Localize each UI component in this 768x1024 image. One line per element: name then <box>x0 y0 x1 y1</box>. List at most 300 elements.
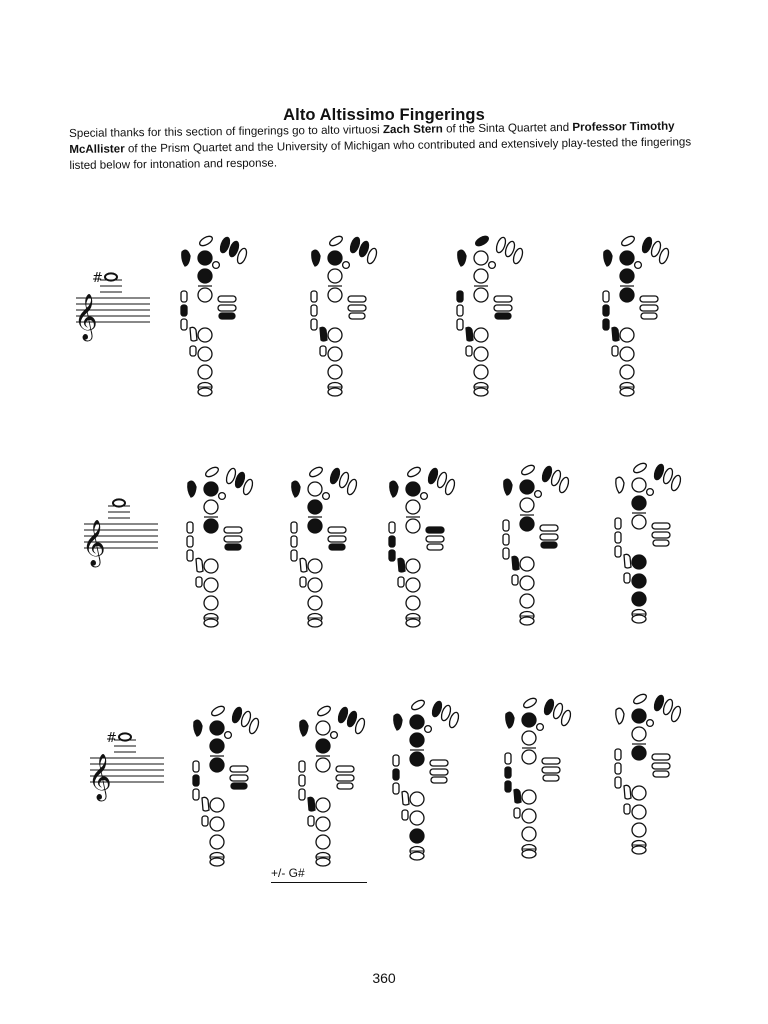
key-lh1-closed <box>522 713 536 727</box>
key-side-e-open <box>503 520 509 531</box>
key-low-b-open <box>543 775 559 781</box>
key-rh1-open <box>316 798 330 812</box>
key-low-b-open <box>337 783 353 789</box>
key-low-bb-closed <box>320 327 327 341</box>
fingering-keys <box>389 465 456 627</box>
key-low-c-open <box>520 617 534 625</box>
key-lh1-closed <box>410 715 424 729</box>
key-low-c-open <box>316 858 330 866</box>
key-rh3-open <box>522 827 536 841</box>
key-side-fs-open <box>300 577 306 587</box>
key-low-cs-open <box>336 775 354 781</box>
key-lh1-closed <box>198 251 212 265</box>
key-side-e-open <box>193 761 199 772</box>
key-side-fs-open <box>190 346 196 356</box>
key-low-b-open <box>653 771 669 777</box>
key-rh2-open <box>632 805 646 819</box>
key-low-bb-open <box>300 558 307 572</box>
key-bis-open <box>343 262 350 269</box>
key-palm-f-open <box>198 234 214 247</box>
key-low-c-open <box>620 388 634 396</box>
key-bis-open <box>425 726 432 733</box>
fingering-keys <box>603 234 670 396</box>
key-lh3-closed <box>620 288 634 302</box>
key-low-bb-closed <box>514 789 521 803</box>
key-oct-open <box>616 708 624 724</box>
sharp-sign: # <box>92 271 103 286</box>
key-lh2-open <box>522 731 536 745</box>
key-low-bb-closed <box>466 327 473 341</box>
key-low-c-open <box>632 846 646 854</box>
treble-clef-icon: 𝄞 <box>74 294 98 340</box>
key-rh2-open <box>620 347 634 361</box>
page-title: Alto Altissimo Fingerings <box>283 106 485 124</box>
key-oct-closed <box>504 479 512 495</box>
fingering-chart <box>182 463 262 627</box>
key-rh1-open <box>406 559 420 573</box>
key-side-fs-open <box>402 810 408 820</box>
intro-text-1: Special thanks for this section of fingerings go to alto virtuosi <box>69 123 383 140</box>
key-rh3-open <box>328 365 342 379</box>
intro-paragraph <box>69 118 715 174</box>
key-low-c-open <box>328 388 342 396</box>
key-low-bb-open <box>624 554 631 568</box>
key-rh3-open <box>308 596 322 610</box>
key-g-sharp-open <box>494 296 512 302</box>
key-g-sharp-open <box>540 525 558 531</box>
key-rh3-open <box>316 835 330 849</box>
key-side-e-open <box>393 755 399 766</box>
key-low-b-closed <box>225 544 241 550</box>
fingering-chart <box>452 232 532 396</box>
key-bis-open <box>535 491 542 498</box>
key-oct-closed <box>182 250 190 266</box>
key-lh3-closed <box>410 752 424 766</box>
key-lh2-closed <box>620 269 634 283</box>
key-side-bb-open <box>311 319 317 330</box>
key-palm-f-closed <box>474 234 490 247</box>
key-lh2-open <box>204 500 218 514</box>
key-side-e-open <box>291 522 297 533</box>
key-low-cs-open <box>640 305 658 311</box>
fingering-keys <box>505 696 572 858</box>
key-side-c-open <box>187 536 193 547</box>
key-low-c-open <box>204 619 218 627</box>
key-bis-open <box>225 732 232 739</box>
key-rh3-open <box>520 594 534 608</box>
key-side-bb-closed <box>505 781 511 792</box>
key-rh2-open <box>316 817 330 831</box>
fingering-keys <box>299 704 366 866</box>
key-side-c-closed <box>181 305 187 316</box>
key-palm-f-open <box>632 461 648 474</box>
key-g-sharp-open <box>230 766 248 772</box>
key-lh2-closed <box>210 739 224 753</box>
key-g-sharp-open <box>218 296 236 302</box>
key-low-b-closed <box>495 313 511 319</box>
key-side-fs-open <box>612 346 618 356</box>
whole-note <box>113 499 125 506</box>
annotation-g-sharp: +/- G# <box>271 866 305 880</box>
key-low-b-closed <box>231 783 247 789</box>
key-g-sharp-open <box>542 758 560 764</box>
key-side-e-open <box>389 522 395 533</box>
key-low-cs-open <box>218 305 236 311</box>
key-palm-f-open <box>316 704 332 717</box>
key-rh1-open <box>520 557 534 571</box>
key-side-c-open <box>457 305 463 316</box>
key-low-cs-open <box>540 534 558 540</box>
key-lh1-closed <box>620 251 634 265</box>
key-rh1-open <box>620 328 634 342</box>
key-lh3-closed <box>210 758 224 772</box>
fingering-keys <box>181 234 248 396</box>
key-side-bb-open <box>615 546 621 557</box>
key-rh2-closed <box>632 574 646 588</box>
key-palm-f-open <box>410 698 426 711</box>
key-oct-closed <box>458 250 466 266</box>
key-low-c-open <box>522 850 536 858</box>
key-rh2-open <box>328 347 342 361</box>
fingering-chart <box>500 694 580 858</box>
key-rh1-open <box>210 798 224 812</box>
key-palm-f-open <box>620 234 636 247</box>
key-palm-f-open <box>406 465 422 478</box>
key-lh1-open <box>308 482 322 496</box>
key-g-sharp-open <box>430 760 448 766</box>
key-bis-open <box>647 489 654 496</box>
key-oct-closed <box>394 714 402 730</box>
key-side-bb-open <box>187 550 193 561</box>
key-lh2-open <box>474 269 488 283</box>
key-lh3-closed <box>520 517 534 531</box>
key-lh2-open <box>406 500 420 514</box>
key-side-c-open <box>615 763 621 774</box>
key-side-fs-open <box>514 808 520 818</box>
key-g-sharp-open <box>336 766 354 772</box>
fingering-chart <box>388 696 468 860</box>
key-rh3-open <box>620 365 634 379</box>
key-palm-f-open <box>522 696 538 709</box>
fingering-keys <box>193 704 260 866</box>
key-side-e-open <box>603 291 609 302</box>
key-low-c-open <box>406 619 420 627</box>
key-low-b-open <box>349 313 365 319</box>
key-low-b-open <box>653 540 669 546</box>
music-staff <box>88 731 164 802</box>
key-lh1-closed <box>406 482 420 496</box>
key-side-e-open <box>505 753 511 764</box>
key-low-cs-open <box>542 767 560 773</box>
key-low-bb-open <box>624 785 631 799</box>
key-oct-closed <box>194 720 202 736</box>
key-lh3-closed <box>308 519 322 533</box>
key-low-cs-open <box>426 536 444 542</box>
key-side-c-closed <box>603 305 609 316</box>
key-lh2-closed <box>316 739 330 753</box>
key-side-e-open <box>181 291 187 302</box>
key-low-bb-closed <box>612 327 619 341</box>
key-rh1-open <box>632 786 646 800</box>
key-side-c-open <box>291 536 297 547</box>
fingering-keys <box>615 461 682 623</box>
key-low-b-closed <box>219 313 235 319</box>
key-low-cs-open <box>230 775 248 781</box>
key-lh1-closed <box>328 251 342 265</box>
fingering-chart <box>286 463 366 627</box>
treble-clef-icon: 𝄞 <box>88 754 112 800</box>
fingering-chart <box>294 702 374 866</box>
key-low-b-open <box>427 544 443 550</box>
key-lh3-open <box>406 519 420 533</box>
key-lh3-open <box>328 288 342 302</box>
key-side-e-open <box>311 291 317 302</box>
key-side-fs-open <box>196 577 202 587</box>
key-palm-f-open <box>210 704 226 717</box>
key-lh3-closed <box>204 519 218 533</box>
fingering-keys <box>187 465 254 627</box>
intro-name-stern: Zach Stern <box>382 122 443 137</box>
key-low-c-open <box>308 619 322 627</box>
key-low-cs-open <box>652 532 670 538</box>
key-side-fs-open <box>308 816 314 826</box>
fingering-chart <box>384 463 464 627</box>
key-side-c-open <box>299 775 305 786</box>
key-g-sharp-open <box>640 296 658 302</box>
key-palm-f-open <box>328 234 344 247</box>
key-g-sharp-open <box>328 527 346 533</box>
key-rh2-open <box>520 576 534 590</box>
key-side-c-open <box>615 532 621 543</box>
key-side-e-open <box>615 518 621 529</box>
key-side-c-open <box>503 534 509 545</box>
key-side-e-open <box>299 761 305 772</box>
key-rh1-open <box>410 792 424 806</box>
key-lh3-open <box>522 750 536 764</box>
whole-note <box>105 273 117 280</box>
key-low-bb-closed <box>398 558 405 572</box>
key-rh3-open <box>198 365 212 379</box>
key-side-c-closed <box>505 767 511 778</box>
key-lh3-open <box>316 758 330 772</box>
key-low-b-closed <box>329 544 345 550</box>
key-rh1-closed <box>632 555 646 569</box>
key-side-c-closed <box>389 536 395 547</box>
fingering-chart <box>176 232 256 396</box>
key-lh2-closed <box>632 496 646 510</box>
key-bis-open <box>219 493 226 500</box>
key-rh1-open <box>308 559 322 573</box>
fingering-keys <box>291 465 358 627</box>
key-side-c-closed <box>193 775 199 786</box>
key-lh2-closed <box>308 500 322 514</box>
key-side-c-closed <box>393 769 399 780</box>
key-side-e-closed <box>457 291 463 302</box>
key-bis-open <box>213 262 220 269</box>
key-lh2-open <box>328 269 342 283</box>
intro-text-3: of the Prism Quartet and the University of Michigan who contributed and extensively play-tested the fingerings listed below for intonation and response. <box>69 135 692 172</box>
music-staff <box>82 499 158 568</box>
key-low-bb-open <box>202 797 209 811</box>
fingering-keys <box>503 463 570 625</box>
fingering-keys <box>615 692 682 854</box>
key-lh1-open <box>474 251 488 265</box>
key-lh3-open <box>198 288 212 302</box>
key-rh3-open <box>474 365 488 379</box>
key-low-bb-open <box>196 558 203 572</box>
key-side-fs-open <box>466 346 472 356</box>
key-rh3-open <box>210 835 224 849</box>
fingering-keys <box>311 234 378 396</box>
key-g-sharp-closed <box>426 527 444 533</box>
music-staff <box>74 271 150 342</box>
key-low-bb-open <box>190 327 197 341</box>
key-side-bb-open <box>299 789 305 800</box>
key-palm-f-open <box>520 463 536 476</box>
key-side-bb-closed <box>603 319 609 330</box>
key-oct-closed <box>312 250 320 266</box>
key-side-c-open <box>311 305 317 316</box>
key-bis-open <box>647 720 654 727</box>
key-rh3-closed <box>632 592 646 606</box>
key-rh1-open <box>198 328 212 342</box>
key-low-c-open <box>210 858 224 866</box>
staff-note-c-sharp <box>84 732 168 804</box>
key-bis-open <box>331 732 338 739</box>
key-side-bb-open <box>457 319 463 330</box>
staff-note-b <box>70 272 154 344</box>
key-side-bb-open <box>291 550 297 561</box>
staff-note-c <box>78 498 162 570</box>
key-low-cs-open <box>348 305 366 311</box>
key-palm-f-open <box>308 465 324 478</box>
key-oct-closed <box>390 481 398 497</box>
key-low-cs-open <box>652 763 670 769</box>
fingering-chart <box>598 232 678 396</box>
key-bis-open <box>489 262 496 269</box>
key-oct-closed <box>188 481 196 497</box>
key-oct-open <box>616 477 624 493</box>
key-g-sharp-open <box>224 527 242 533</box>
key-low-cs-open <box>224 536 242 542</box>
key-rh2-open <box>410 811 424 825</box>
fingering-chart <box>188 702 268 866</box>
key-oct-closed <box>604 250 612 266</box>
key-g-sharp-open <box>652 523 670 529</box>
fingering-chart <box>610 459 690 623</box>
key-side-fs-open <box>624 804 630 814</box>
key-side-e-open <box>615 749 621 760</box>
fingering-keys <box>457 234 524 396</box>
key-lh2-closed <box>198 269 212 283</box>
whole-note <box>119 733 131 740</box>
key-low-b-closed <box>541 542 557 548</box>
fingering-chart <box>306 232 386 396</box>
key-side-bb-closed <box>389 550 395 561</box>
key-oct-closed <box>506 712 514 728</box>
page-number: 360 <box>372 970 396 986</box>
key-lh3-open <box>632 515 646 529</box>
key-lh1-closed <box>204 482 218 496</box>
key-side-bb-open <box>393 783 399 794</box>
key-rh3-open <box>632 823 646 837</box>
key-lh1-open <box>632 478 646 492</box>
key-lh2-closed <box>410 733 424 747</box>
key-side-fs-open <box>624 573 630 583</box>
sharp-sign: # <box>106 731 117 746</box>
key-low-b-open <box>641 313 657 319</box>
key-side-e-open <box>187 522 193 533</box>
key-lh1-open <box>316 721 330 735</box>
key-side-bb-open <box>615 777 621 788</box>
key-rh2-open <box>308 578 322 592</box>
key-side-fs-open <box>320 346 326 356</box>
key-low-cs-open <box>430 769 448 775</box>
key-rh2-open <box>522 809 536 823</box>
key-rh3-closed <box>410 829 424 843</box>
annotation-underline <box>271 882 367 883</box>
key-low-c-open <box>198 388 212 396</box>
key-oct-closed <box>292 481 300 497</box>
key-side-fs-open <box>512 575 518 585</box>
key-lh2-open <box>520 498 534 512</box>
key-lh3-closed <box>632 746 646 760</box>
fingering-keys <box>393 698 460 860</box>
key-lh1-closed <box>210 721 224 735</box>
key-bis-open <box>635 262 642 269</box>
key-low-cs-open <box>328 536 346 542</box>
key-lh2-open <box>632 727 646 741</box>
key-rh1-open <box>204 559 218 573</box>
key-bis-open <box>421 493 428 500</box>
treble-clef-icon: 𝄞 <box>82 520 106 566</box>
key-oct-closed <box>300 720 308 736</box>
key-g-sharp-open <box>348 296 366 302</box>
key-low-c-open <box>410 852 424 860</box>
intro-text-2: of the Sinta Quartet and <box>442 120 573 136</box>
key-rh1-open <box>328 328 342 342</box>
key-rh2-open <box>204 578 218 592</box>
key-low-c-open <box>474 388 488 396</box>
intro-name-mcallister: Professor Timothy McAllister <box>69 119 675 156</box>
key-rh2-open <box>210 817 224 831</box>
key-side-bb-open <box>193 789 199 800</box>
key-low-bb-open <box>402 791 409 805</box>
key-rh3-open <box>406 596 420 610</box>
key-rh2-open <box>198 347 212 361</box>
key-palm-f-open <box>632 692 648 705</box>
key-low-c-open <box>632 615 646 623</box>
key-rh1-open <box>522 790 536 804</box>
key-rh2-open <box>474 347 488 361</box>
key-g-sharp-open <box>652 754 670 760</box>
key-palm-f-open <box>204 465 220 478</box>
key-bis-open <box>323 493 330 500</box>
key-rh3-open <box>204 596 218 610</box>
key-low-bb-closed <box>308 797 315 811</box>
key-bis-open <box>537 724 544 731</box>
key-low-b-open <box>431 777 447 783</box>
key-low-bb-closed <box>512 556 519 570</box>
fingering-chart <box>610 690 690 854</box>
fingering-chart <box>498 461 578 625</box>
key-rh2-open <box>406 578 420 592</box>
key-lh1-closed <box>632 709 646 723</box>
key-side-bb-open <box>503 548 509 559</box>
key-lh3-open <box>474 288 488 302</box>
key-side-fs-open <box>202 816 208 826</box>
key-lh1-closed <box>520 480 534 494</box>
